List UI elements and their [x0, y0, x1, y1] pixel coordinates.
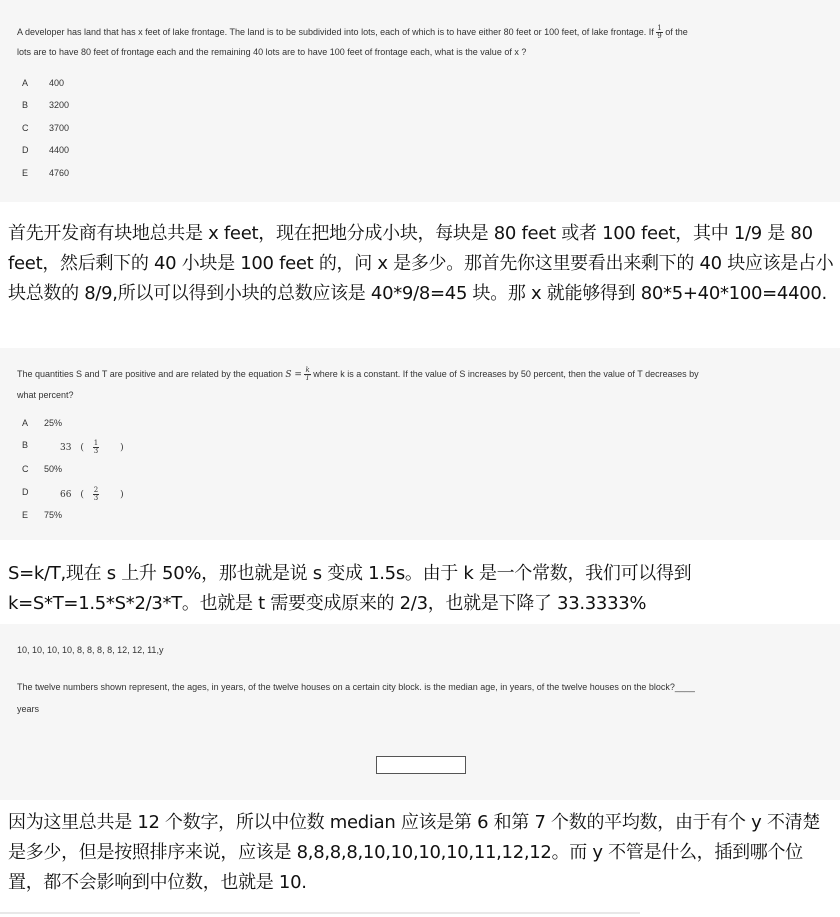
- option-value: 50%: [44, 464, 63, 474]
- fraction-numerator: 2: [93, 486, 99, 494]
- fraction-denominator: T: [305, 374, 310, 383]
- question-2-text: [17, 364, 827, 405]
- explanation-3: 因为这里总共是 12 个数字，所以中位数 median 应该是第 6 和第 7 个数的平均数，由于有个 y 不清楚是多少，但是按照排序来说，应该是 8,8,8,8,10,10,10,10,11,12,12。而 y 不管是什么，插到哪个位置，都不会影响到中位数，也就是 10.: [8, 812, 821, 893]
- divider: [0, 912, 640, 914]
- paren-open: (: [80, 490, 84, 500]
- fraction-k-over-t: [304, 367, 310, 382]
- fraction-denominator: 9: [657, 32, 662, 41]
- option-value: 400: [49, 78, 65, 88]
- fraction-numerator: 1: [93, 439, 99, 447]
- fraction-one-ninth: [656, 25, 662, 40]
- option-letter: B: [22, 100, 29, 110]
- fraction-one-third: [93, 440, 99, 455]
- paren-close: ): [120, 443, 124, 453]
- question-3-text: [17, 676, 827, 720]
- equation-lhs: S =: [285, 370, 302, 380]
- fraction-denominator: 3: [93, 494, 99, 502]
- option-value-group: [60, 440, 124, 455]
- option-value: 4400: [49, 145, 70, 155]
- option-value: 3700: [49, 123, 70, 133]
- fraction-numerator: 1: [657, 24, 662, 33]
- question-1-text-part: A developer has land that has x feet of lake frontage. The land is to be subdivided into lots, each of which is to have either 80 feet or 100 feet, of lake frontage. If: [17, 27, 654, 37]
- question-2-text-line2: what percent?: [17, 390, 74, 400]
- question-2-text-part: where k is a constant. If the value of S increases by 50 percent, then the value of T decreases by: [313, 369, 699, 379]
- explanation-2: S=k/T,现在 s 上升 50%，那也就是说 s 变成 1.5s。由于 k 是一个常数，我们可以得到 k=S*T=1.5*S*2/3*T。也就是 t 需要变成原来的 2/3，也就是下降了 33.3333%: [8, 563, 692, 614]
- option-value-group: [60, 487, 124, 502]
- paren-open: (: [80, 443, 84, 453]
- option-value: 4760: [49, 168, 70, 178]
- fraction-denominator: 3: [93, 447, 99, 455]
- option-letter: C: [22, 123, 29, 133]
- option-letter: C: [22, 464, 29, 474]
- question-1-text: [17, 22, 827, 62]
- fraction-two-thirds: [93, 487, 99, 502]
- option-letter: E: [22, 168, 29, 178]
- question-3-text-line2: years: [17, 704, 40, 714]
- option-letter: B: [22, 440, 29, 450]
- question-3-text-part: The twelve numbers shown represent, the ages, in years, of the twelve houses on a certain city block. is the median age, in years, of the twelve houses on the block?____: [17, 682, 695, 692]
- question-3-numbers: 10, 10, 10, 10, 8, 8, 8, 8, 12, 12, 11,y: [17, 645, 164, 655]
- question-1-text-part: of the: [665, 27, 688, 37]
- option-letter: D: [22, 487, 29, 497]
- option-value: 33: [60, 443, 72, 453]
- question-1-text-line2: lots are to have 80 feet of frontage each and the remaining 40 lots are to have 100 feet of frontage each, what is the value of x ?: [17, 47, 527, 57]
- explanation-1: 首先开发商有块地总共是 x feet，现在把地分成小块，每块是 80 feet 或者 100 feet，其中 1/9 是 80 feet，然后剩下的 40 小块是 100 feet 的，问 x 是多少。那首先你这里要看出来剩下的 40 块应该是占小块总数的 8/9,所以可以得到小块的总数应该是 40*9/8=45 块。那 x 就能够得到 80*5+40*100=4400.: [8, 223, 834, 304]
- option-value: 66: [60, 490, 72, 500]
- option-letter: A: [22, 418, 29, 428]
- fraction-numerator: k: [305, 366, 310, 375]
- option-letter: E: [22, 510, 29, 520]
- option-letter: A: [22, 78, 29, 88]
- option-letter: D: [22, 145, 29, 155]
- answer-input[interactable]: [376, 756, 466, 774]
- option-value: 3200: [49, 100, 70, 110]
- option-value: 25%: [44, 418, 63, 428]
- question-2-text-part: The quantities S and T are positive and are related by the equation: [17, 369, 283, 379]
- option-value: 75%: [44, 510, 63, 520]
- paren-close: ): [120, 490, 124, 500]
